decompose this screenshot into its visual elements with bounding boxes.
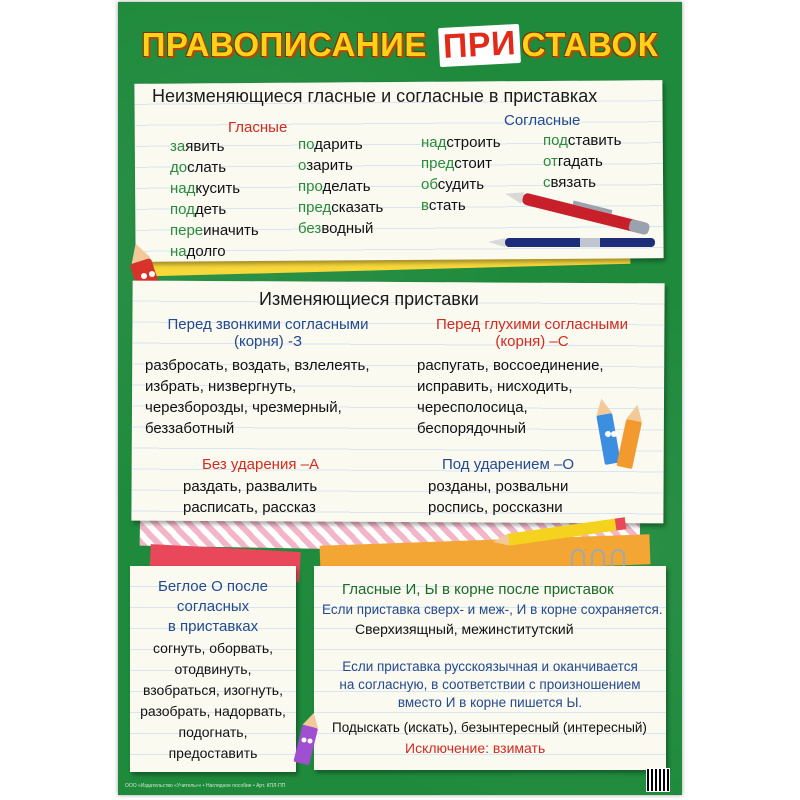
unstressed-heading: Без ударения –А xyxy=(202,456,319,473)
stressed-heading: Под ударением –О xyxy=(442,456,574,473)
voiced-examples: разбросать, воздать, взлелеять, избрать, низвергнуть, черезборозды, чрезмерный, беззаботный xyxy=(145,357,370,437)
list-item: переиначить xyxy=(170,222,259,239)
qr-code-icon xyxy=(646,768,670,792)
section4-heading: Гласные И, Ы в корне после приставок xyxy=(342,581,614,598)
list-item: подставить xyxy=(543,132,622,149)
list-item: подарить xyxy=(298,136,363,153)
section4-rule1: Если приставка сверх- и меж-, И в корне сохраняется. xyxy=(322,602,663,617)
vowels-heading: Гласные xyxy=(228,119,288,136)
stressed-examples: розданы, розвальни роспись, россказни xyxy=(428,478,569,516)
list-item: надстроить xyxy=(421,134,501,151)
section3-examples: согнуть, оборвать, отодвинуть, взобраться, изогнуть, разобрать, надорвать, подогнать, предоставить xyxy=(140,640,286,761)
unstressed-examples: раздать, развалить расписать, рассказ xyxy=(183,478,318,516)
section2-heading: Изменяющиеся приставки xyxy=(259,289,479,309)
vowels-col1-list xyxy=(170,136,259,262)
voiceless-examples: распугать, воссоединение, исправить, нисходить, чересполосица, беспорядочный xyxy=(417,357,604,437)
yellow-pencil-icon xyxy=(488,516,638,546)
list-item: предстоит xyxy=(421,155,493,172)
consonants-col2-list xyxy=(543,130,621,193)
list-item: обсудить xyxy=(421,176,485,193)
consonants-heading: Согласные xyxy=(504,112,581,129)
list-item: встать xyxy=(421,197,466,214)
section1-heading: Неизменяющиеся гласные и согласные в приставках xyxy=(152,86,598,106)
pens-illustration xyxy=(480,190,665,260)
section3-heading: Беглое О после согласных в приставках xyxy=(158,578,268,635)
pencil-mascot-small-icon xyxy=(290,712,324,768)
red-pen-icon xyxy=(504,190,651,235)
title-highlight-pri: ПРИ xyxy=(438,24,521,67)
list-item: отгадать xyxy=(543,153,603,170)
list-item: поддеть xyxy=(170,201,227,218)
section4-example1: Сверхизящный, межинститутский xyxy=(355,621,574,637)
list-item: озарить xyxy=(298,157,353,174)
blue-pen-icon xyxy=(488,238,655,247)
list-item: надкусить xyxy=(170,180,241,197)
vowels-col2-list xyxy=(298,134,383,239)
list-item: заявить xyxy=(170,138,225,155)
list-item: надолго xyxy=(170,243,226,260)
list-item: безводный xyxy=(298,220,374,237)
voiceless-heading: Перед глухими согласными (корня) –С xyxy=(435,316,629,350)
section4-rule2: Если приставка русскоязычная и оканчивается на согласную, в соответствии с произношением вместо И в корне пишется Ы. xyxy=(339,659,641,710)
page-title: ПРАВОПИСАНИЕ ПРИ СТАВОК xyxy=(141,24,659,66)
list-item: связать xyxy=(543,174,596,191)
pencils-mascot-icon xyxy=(596,396,646,476)
list-item: проделать xyxy=(298,178,371,195)
list-item: предсказать xyxy=(298,199,384,216)
section4-exception: Исключение: взимать xyxy=(405,740,546,756)
footer-imprint: ООО «Издательство «Учитель»» • Наглядное пособие • Арт. КПЛ-ПП xyxy=(125,783,286,789)
section4-example2: Подыскать (искать), безынтересный (интересный) xyxy=(332,720,647,735)
list-item: дослать xyxy=(170,159,227,176)
voiced-heading: Перед звонкими согласными (корня) -З xyxy=(167,316,369,350)
